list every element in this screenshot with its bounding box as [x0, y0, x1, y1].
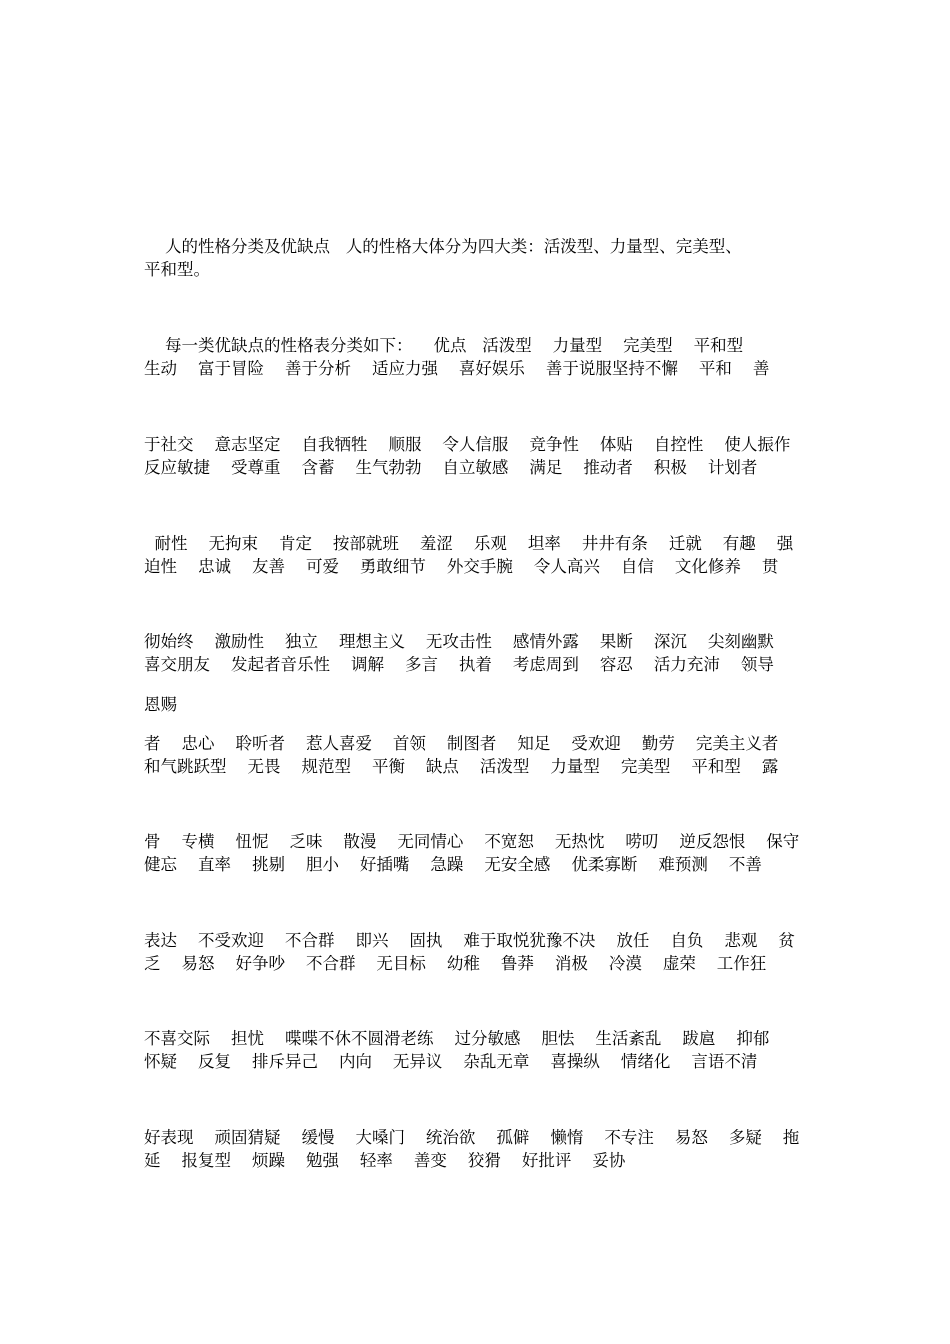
text-line-1: 人的性格分类及优缺点 人的性格大体分为四大类：活泼型、力量型、完美型、 [144, 237, 742, 256]
text-line-15: 健忘 直率 挑剔 胆小 好插嘴 急躁 无安全感 优柔寡断 难预测 不善 [144, 855, 762, 874]
text-line-2: 平和型。 [144, 260, 210, 279]
text-line-8: 迫性 忠诚 友善 可爱 勇敢细节 外交手腕 令人高兴 自信 文化修养 贯 [144, 557, 779, 576]
text-line-4: 生动 富于冒险 善于分析 适应力强 喜好娱乐 善于说服坚持不懈 平和 善 [144, 359, 770, 378]
text-line-9: 彻始终 激励性 独立 理想主义 无攻击性 感情外露 果断 深沉 尖刻幽默 [144, 632, 774, 651]
text-line-3: 每一类优缺点的性格表分类如下： 优点 活泼型 力量型 完美型 平和型 [144, 336, 744, 355]
text-line-11: 恩赐 [144, 695, 177, 714]
text-line-10: 喜交朋友 发起者音乐性 调解 多言 执着 考虑周到 容忍 活力充沛 领导 [144, 655, 774, 674]
text-line-20: 好表现 顽固猜疑 缓慢 大嗓门 统治欲 孤僻 懒惰 不专注 易怒 多疑 拖 [144, 1128, 800, 1147]
text-line-18: 不喜交际 担忧 喋喋不休不圆滑老练 过分敏感 胆怯 生活紊乱 跋扈 抑郁 [144, 1029, 770, 1048]
text-line-14: 骨 专横 忸怩 乏味 散漫 无同情心 不宽恕 无热忱 唠叨 逆反怨恨 保守 [144, 832, 800, 851]
text-line-16: 表达 不受欢迎 不合群 即兴 固执 难于取悦犹豫不决 放任 自负 悲观 贫 [144, 931, 795, 950]
text-line-21: 延 报复型 烦躁 勉强 轻率 善变 狡猾 好批评 妥协 [144, 1151, 626, 1170]
text-line-6: 反应敏捷 受尊重 含蓄 生气勃勃 自立敏感 满足 推动者 积极 计划者 [144, 458, 758, 477]
text-line-19: 怀疑 反复 排斥异己 内向 无异议 杂乱无章 喜操纵 情绪化 言语不清 [144, 1052, 758, 1071]
text-line-17: 乏 易怒 好争吵 不合群 无目标 幼稚 鲁莽 消极 冷漠 虚荣 工作狂 [144, 954, 767, 973]
text-line-13: 和气跳跃型 无畏 规范型 平衡 缺点 活泼型 力量型 完美型 平和型 露 [144, 757, 779, 776]
text-line-12: 者 忠心 聆听者 惹人喜爱 首领 制图者 知足 受欢迎 勤劳 完美主义者 [144, 734, 779, 753]
text-line-5: 于社交 意志坚定 自我牺牲 顺服 令人信服 竞争性 体贴 自控性 使人振作 [144, 435, 791, 454]
text-line-7: 耐性 无拘束 肯定 按部就班 羞涩 乐观 坦率 井井有条 迁就 有趣 强 [144, 534, 794, 553]
